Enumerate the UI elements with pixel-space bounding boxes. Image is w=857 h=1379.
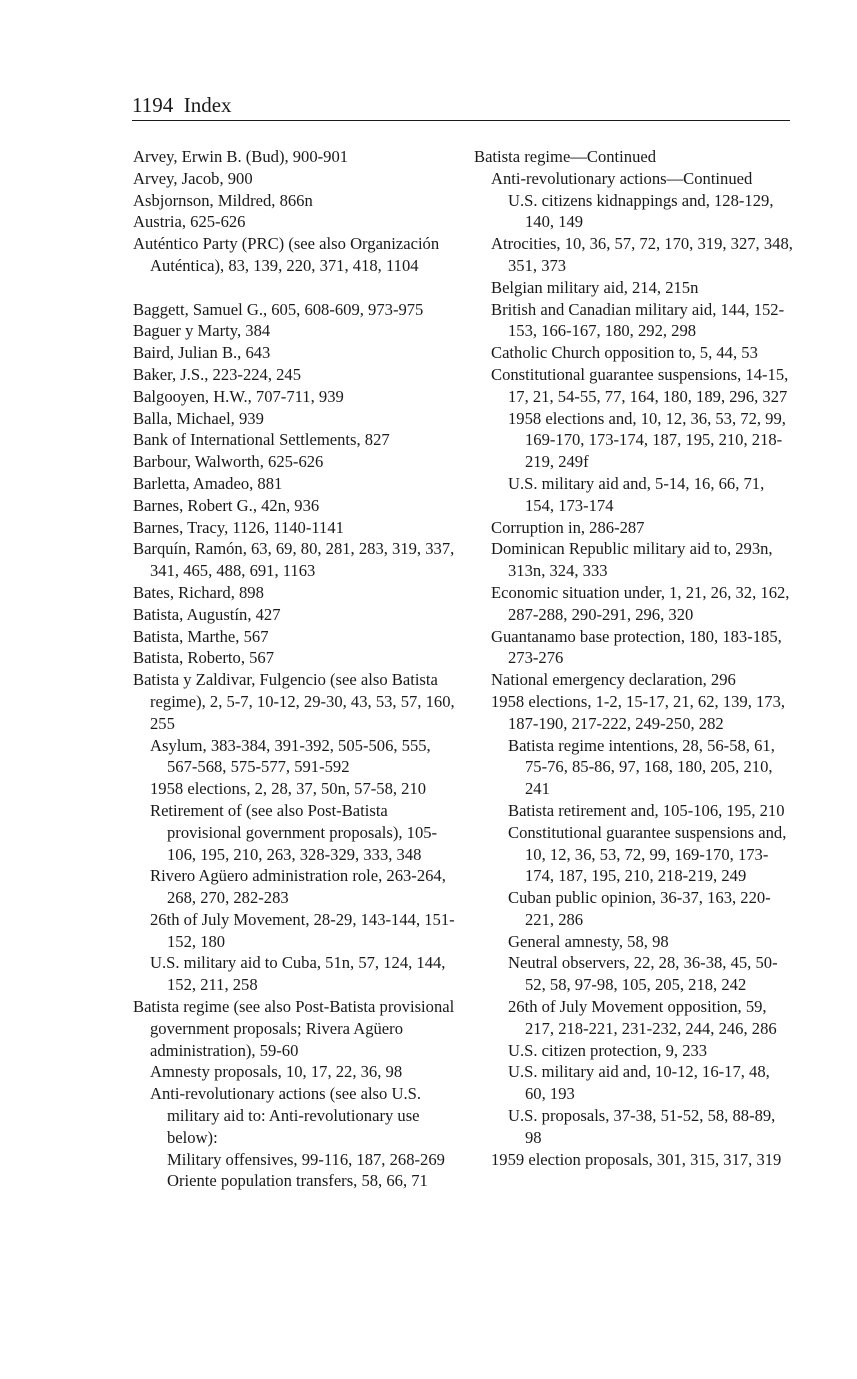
- index-entry: U.S. proposals, 37-38, 51-52, 58, 88-89, 98: [508, 1106, 776, 1147]
- index-entry: Anti-revolutionary actions—Continued: [491, 168, 753, 188]
- index-entry: Barletta, Amadeo, 881: [133, 473, 283, 493]
- index-entry: Neutral observers, 22, 28, 36-38, 45, 50-52, 58, 97-98, 105, 205, 218, 242: [508, 953, 778, 995]
- page-header: [132, 92, 790, 121]
- index-entry: Arvey, Erwin B. (Bud), 900-901: [133, 147, 349, 166]
- index-entry: Barquín, Ramón, 63, 69, 80, 281, 283, 319, 337, 341, 465, 488, 691, 1163: [133, 539, 455, 581]
- header-text: [132, 92, 232, 118]
- index-entry: Batista retirement and, 105-106, 195, 210: [508, 800, 785, 820]
- index-entry: U.S. citizens kidnappings and, 128-129, 140, 149: [508, 190, 774, 232]
- index-column-left: [133, 146, 463, 1192]
- index-entry: Arvey, Jacob, 900: [133, 168, 253, 188]
- index-entry: Asylum, 383-384, 391-392, 505-506, 555, 567-568, 575-577, 591-592: [150, 735, 431, 777]
- index-entry: Anti-revolutionary actions (see also U.S. military aid to: Anti-revolutionary use below):: [150, 1084, 421, 1147]
- index-entry: Bates, Richard, 898: [133, 582, 264, 602]
- page-number: 1194: [132, 93, 174, 117]
- index-entry: General amnesty, 58, 98: [508, 931, 669, 951]
- index-entry: Atrocities, 10, 36, 57, 72, 170, 319, 327, 348, 351, 373: [491, 234, 793, 275]
- index-entry: Batista regime (see also Post-Batista provisional government proposals; Rivera Agüero administration), 59-60: [133, 997, 455, 1060]
- index-entry: U.S. military aid to Cuba, 51n, 57, 124, 144, 152, 211, 258: [150, 953, 446, 995]
- index-entry: Asbjornson, Mildred, 866n: [133, 190, 313, 210]
- index-entry: Baird, Julian B., 643: [133, 343, 271, 363]
- index-entry: Barnes, Robert G., 42n, 936: [133, 495, 320, 515]
- index-entry: 1958 elections, 1-2, 15-17, 21, 62, 139, 173, 187-190, 217-222, 249-250, 282: [491, 691, 786, 733]
- index-entry: Catholic Church opposition to, 5, 44, 53: [491, 343, 758, 363]
- index-entry: Amnesty proposals, 10, 17, 22, 36, 98: [150, 1062, 403, 1082]
- index-entry: U.S. military aid and, 5-14, 16, 66, 71, 154, 173-174: [508, 473, 765, 515]
- index-entry: Guantanamo base protection, 180, 183-185, 273-276: [491, 626, 782, 668]
- index-entry: Baker, J.S., 223-224, 245: [133, 364, 302, 384]
- letter-group-gap: [133, 277, 463, 299]
- index-entry: U.S. military aid and, 10-12, 16-17, 48, 60, 193: [508, 1062, 770, 1104]
- index-entry: U.S. citizen protection, 9, 233: [508, 1040, 708, 1060]
- index-entry: Barnes, Tracy, 1126, 1140-1141: [133, 517, 344, 537]
- index-entry: British and Canadian military aid, 144, 152-153, 166-167, 180, 292, 298: [491, 299, 785, 341]
- index-entry: Balgooyen, H.W., 707-711, 939: [133, 386, 344, 406]
- index-entry: Oriente population transfers, 58, 66, 71: [167, 1171, 428, 1191]
- index-entry: Baguer y Marty, 384: [133, 321, 271, 341]
- index-column-right: [474, 146, 794, 1170]
- index-entry: Rivero Agüero administration role, 263-264, 268, 270, 282-283: [150, 866, 446, 908]
- index-entry: Military offensives, 99-116, 187, 268-269: [167, 1149, 445, 1169]
- section-title: Index: [183, 93, 232, 117]
- index-entry: Auténtico Party (PRC) (see also Organización Auténtica), 83, 139, 220, 371, 418, 1104: [133, 234, 440, 275]
- index-entry: Corruption in, 286-287: [491, 517, 645, 537]
- index-entry: Batista, Augustín, 427: [133, 604, 281, 624]
- index-entry: Retirement of (see also Post-Batista provisional government proposals), 105-106, 195, 210, 263, 328-329, 333, 348: [150, 800, 438, 864]
- index-entry: Batista regime intentions, 28, 56-58, 61, 75-76, 85-86, 97, 168, 180, 205, 210, 241: [508, 735, 775, 799]
- index-entry: National emergency declaration, 296: [491, 670, 736, 690]
- index-entry: Economic situation under, 1, 21, 26, 32, 162, 287-288, 290-291, 296, 320: [491, 582, 790, 624]
- index-entry: 1959 election proposals, 301, 315, 317, 319: [491, 1149, 782, 1169]
- index-entry: Balla, Michael, 939: [133, 408, 264, 428]
- index-entry: Constitutional guarantee suspensions, 14-15, 17, 21, 54-55, 77, 164, 180, 189, 296, 327: [491, 364, 789, 406]
- index-entry: Constitutional guarantee suspensions and, 10, 12, 36, 53, 72, 99, 169-170, 173-174, 187, 195, 210, 218-219, 249: [508, 822, 787, 886]
- index-entry: Batista regime—Continued: [474, 147, 657, 166]
- index-entry: 26th of July Movement, 28-29, 143-144, 151-152, 180: [150, 909, 455, 951]
- index-entry: 26th of July Movement opposition, 59, 217, 218-221, 231-232, 244, 246, 286: [508, 997, 777, 1038]
- index-entry: Cuban public opinion, 36-37, 163, 220-221, 286: [508, 888, 771, 929]
- index-entry: Barbour, Walworth, 625-626: [133, 452, 324, 472]
- index-entry: 1958 elections and, 10, 12, 36, 53, 72, 99, 169-170, 173-174, 187, 195, 210, 218-219, 249f: [508, 408, 786, 472]
- index-entry: Bank of International Settlements, 827: [133, 430, 390, 450]
- index-entry: Dominican Republic military aid to, 293n, 313n, 324, 333: [491, 539, 773, 581]
- index-entry: Batista y Zaldivar, Fulgencio (see also Batista regime), 2, 5-7, 10-12, 29-30, 43, 53, 57, 160, 255: [133, 670, 455, 733]
- index-entry: 1958 elections, 2, 28, 37, 50n, 57-58, 210: [150, 779, 427, 799]
- index-entry: Baggett, Samuel G., 605, 608-609, 973-975: [133, 299, 424, 319]
- index-entry: Batista, Marthe, 567: [133, 626, 269, 646]
- index-entry: Batista, Roberto, 567: [133, 648, 275, 668]
- index-entry: Belgian military aid, 214, 215n: [491, 277, 699, 297]
- index-entry: Austria, 625-626: [133, 212, 246, 232]
